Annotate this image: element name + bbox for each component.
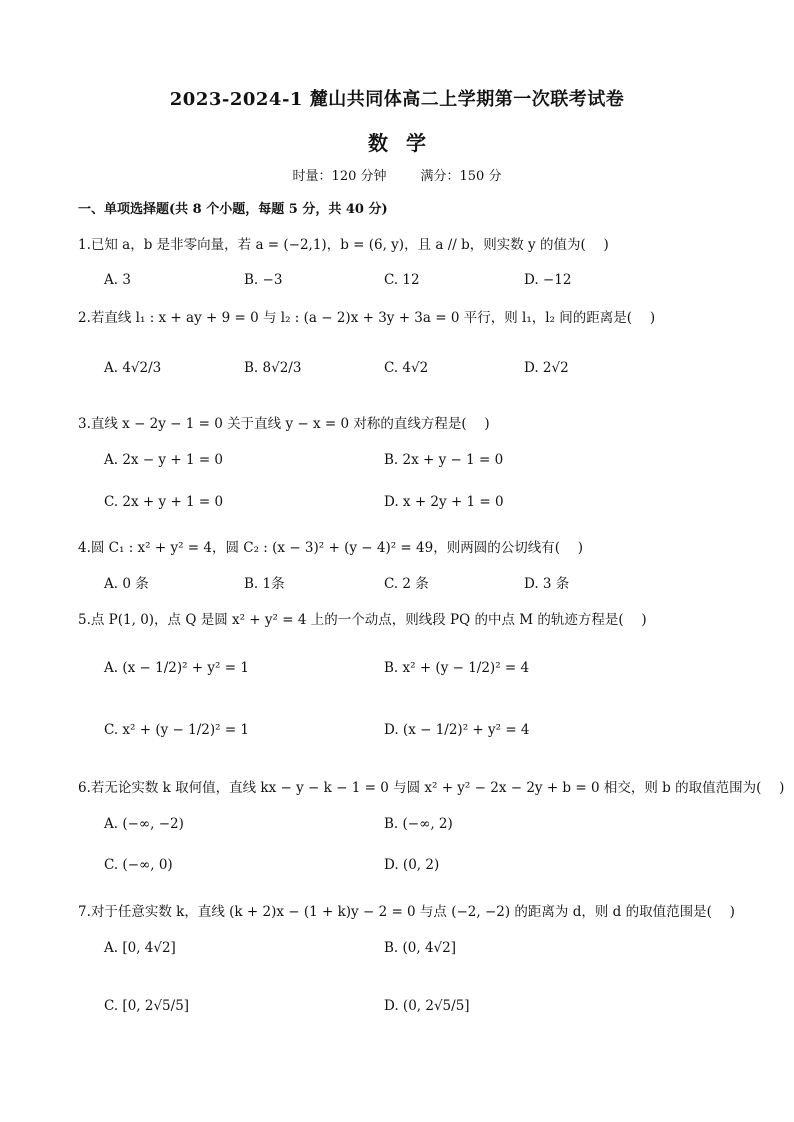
q4-option-d: D. 3 条 [524,576,570,592]
section-heading: 一、单项选择题(共 8 个小题，每题 5 分，共 40 分) [78,202,388,217]
question-7: 7.对于任意实数 k，直线 (k + 2)x − (1 + k)y − 2 = 0 与点 (−2, −2) 的距离为 d，则 d 的取值范围是( ) [78,904,735,920]
full-score: 满分：150 分 [420,169,502,184]
q2-option-c: C. 4√2 [384,360,429,376]
q6-option-a: A. (−∞, −2) [104,816,184,832]
question-6: 6.若无论实数 k 取何值，直线 kx − y − k − 1 = 0 与圆 x² + y² − 2x − 2y + b = 0 相交，则 b 的取值范围为( ) [78,780,785,796]
q7-option-a: A. [0, 4√2] [104,940,176,956]
q2-option-d: D. 2√2 [524,360,569,376]
question-3: 3.直线 x − 2y − 1 = 0 关于直线 y − x = 0 对称的直线方程是( ) [78,416,490,432]
subject-title: 数学 [368,131,444,155]
question-2: 2.若直线 l₁ : x + ay + 9 = 0 与 l₂ : (a − 2)x + 3y + 3a = 0 平行，则 l₁，l₂ 间的距离是( ) [78,310,656,326]
q7-option-d: D. (0, 2√5/5] [384,998,470,1014]
q6-option-d: D. (0, 2) [384,857,440,873]
q1-option-a: A. 3 [104,272,131,288]
q3-option-d: D. x + 2y + 1 = 0 [384,494,504,510]
q3-option-b: B. 2x + y − 1 = 0 [384,452,504,468]
q5-option-b: B. x² + (y − 1/2)² = 4 [384,660,530,676]
q2-option-a: A. 4√2/3 [104,360,162,376]
q4-option-a: A. 0 条 [104,576,149,592]
exam-title: 2023-2024-1 麓山共同体高二上学期第一次联考试卷 [169,89,625,110]
q1-option-d: D. −12 [524,272,572,288]
q3-option-c: C. 2x + y + 1 = 0 [104,494,224,510]
question-5: 5.点 P(1, 0)，点 Q 是圆 x² + y² = 4 上的一个动点，则线段 PQ 的中点 M 的轨迹方程是( ) [78,612,647,628]
q4-option-b: B. 1条 [244,576,285,592]
q5-option-d: D. (x − 1/2)² + y² = 4 [384,722,530,738]
q5-option-a: A. (x − 1/2)² + y² = 1 [104,660,249,676]
q2-option-b: B. 8√2/3 [244,360,302,376]
exam-meta [0,165,794,184]
question-1: 1.已知 a，b 是非零向量，若 a = (−2,1)，b = (6, y)，且 a // b，则实数 y 的值为( ) [78,237,609,253]
q5-option-c: C. x² + (y − 1/2)² = 1 [104,722,250,738]
q4-option-c: C. 2 条 [384,576,429,592]
q6-option-b: B. (−∞, 2) [384,816,453,832]
question-4: 4.圆 C₁ : x² + y² = 4，圆 C₂ : (x − 3)² + (y − 4)² = 49，则两圆的公切线有( ) [78,540,584,556]
q7-option-c: C. [0, 2√5/5] [104,998,190,1014]
q1-option-b: B. −3 [244,272,283,288]
q1-option-c: C. 12 [384,272,420,288]
q3-option-a: A. 2x − y + 1 = 0 [104,452,224,468]
q6-option-c: C. (−∞, 0) [104,857,173,873]
time-limit: 时量：120 分钟 [292,169,387,184]
q7-option-b: B. (0, 4√2] [384,940,456,956]
